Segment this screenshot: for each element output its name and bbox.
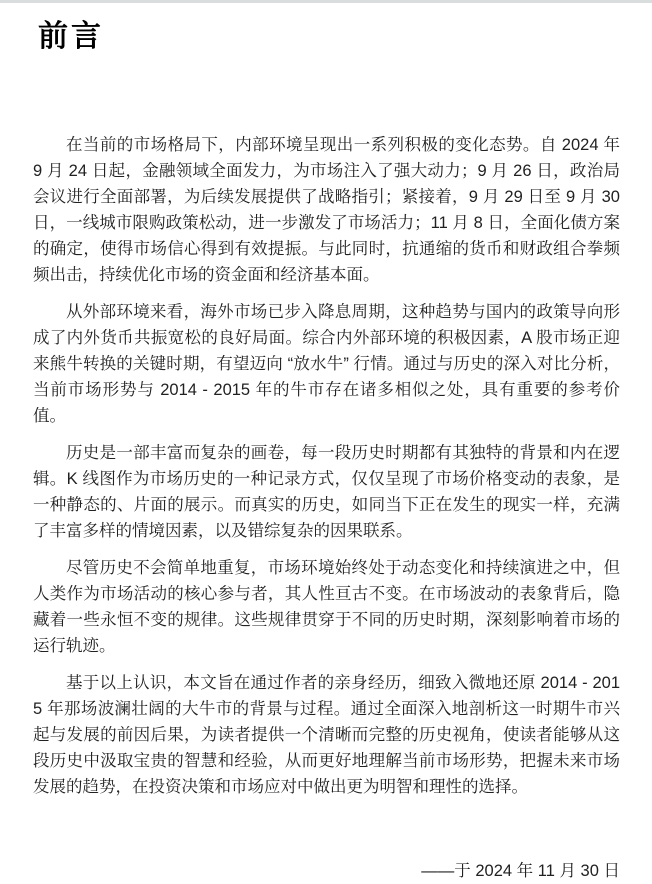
preface-content: [33, 55, 620, 884]
page-title: 前言: [38, 20, 104, 53]
signature-date: ——于 2024 年 11 月 30 日: [421, 862, 620, 880]
preface-paragraph-5: 基于以上认识，本文旨在通过作者的亲身经历，细致入微地还原 2014 - 2015 年那场波澜壮阔的大牛市的背景与过程。通过全面深入地剖析这一时期牛市兴起与发展的前因后果，为读者提供一个清晰而完整的历史视角，使读者能够从这段历史中汲取宝贵的智慧和经验，从而更好地理解当前市场形势，把握未来市场发展的趋势，在投资决策和市场应对中做出更为明智和理性的选择。: [33, 674, 620, 796]
page-body: [0, 3, 652, 884]
preface-paragraph-3: 历史是一部丰富而复杂的画卷，每一段历史时期都有其独特的背景和内在逻辑。K 线图作为市场历史的一种记录方式，仅仅呈现了市场价格变动的表象，是一种静态的、片面的展示。而真实的历史，如同当下正在发生的现实一样，充满了丰富多样的情境因素，以及错综复杂的因果联系。: [33, 444, 620, 540]
preface-paragraph-4: 尽管历史不会简单地重复，市场环境始终处于动态变化和持续演进之中，但人类作为市场活动的核心参与者，其人性亘古不变。在市场波动的表象背后，隐藏着一些永恒不变的规律。这些规律贯穿于不同的历史时期，深刻影响着市场的运行轨迹。: [33, 559, 620, 655]
preface-paragraph-1: 在当前的市场格局下，内部环境呈现出一系列积极的变化态势。自 2024 年 9 月 24 日起，金融领域全面发力，为市场注入了强大动力；9 月 26 日，政治局会议进行全面部署，为后续发展提供了战略指引；紧接着，9 月 29 日至 9 月 30 日，一线城市限购政策松动，进一步激发了市场活力；11 月 8 日，全面化债方案的确定，使得市场信心得到有效提振。与此同时，抗通缩的货币和财政组合拳频频出击，持续优化市场的资金面和经济基本面。: [33, 136, 620, 284]
preface-paragraph-2: 从外部环境来看，海外市场已步入降息周期，这种趋势与国内的政策导向形成了内外货币共振宽松的良好局面。综合内外部环境的积极因素，A 股市场正迎来熊牛转换的关键时期，有望迈向 “放水牛” 行情。通过与历史的深入对比分析，当前市场形势与 2014 - 2015 年的牛市存在诸多相似之处，具有重要的参考价值。: [33, 303, 620, 425]
